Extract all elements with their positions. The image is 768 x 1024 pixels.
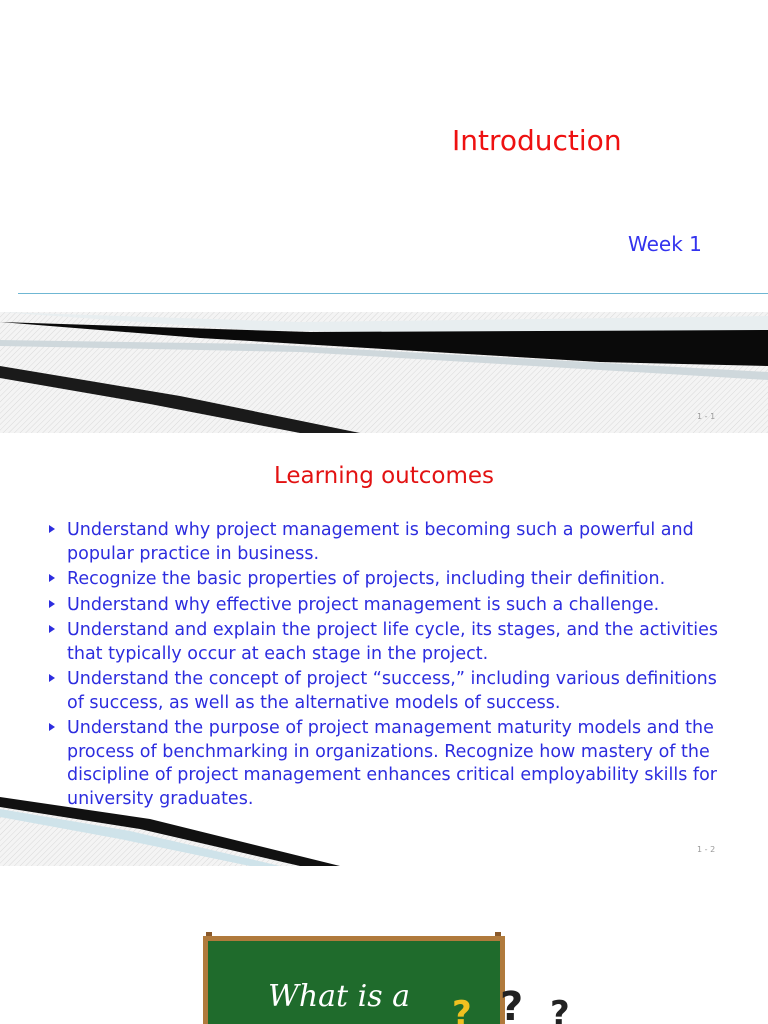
bullet-arrow-icon (49, 525, 55, 533)
page-number: 1 - 2 (697, 845, 716, 854)
question-mark: ? (452, 994, 472, 1024)
question-mark: ? (550, 994, 570, 1024)
bullet-arrow-icon (49, 723, 55, 731)
slide-subtitle: Week 1 (628, 232, 702, 256)
slide-title: Learning outcomes (273, 463, 495, 489)
bullet-arrow-icon (49, 574, 55, 582)
list-item: Recognize the basic properties of projects, including their definition. (48, 568, 738, 592)
list-item: Understand and explain the project life cycle, its stages, and the activities that typically occur at each stage in the project. (48, 619, 738, 666)
list-item: Understand the concept of project “success,” including various definitions of success, as well as the alternative models of success. (48, 668, 738, 715)
decorative-swoosh-graphic (0, 0, 768, 433)
list-item: Understand the purpose of project management maturity models and the process of benchmarking in organizations. Recognize how mastery of the discipline of project management enhances critical employability skills for university graduates. (48, 717, 738, 811)
slide-what-is-a-project (0, 866, 768, 1024)
list-item: Understand why project management is becoming such a powerful and popular practice in business. (48, 519, 738, 566)
bullet-arrow-icon (49, 600, 55, 608)
slide-title: Introduction (452, 124, 622, 157)
learning-outcomes-list (48, 519, 738, 813)
list-item: Understand why effective project management is such a challenge. (48, 594, 738, 618)
bullet-arrow-icon (49, 674, 55, 682)
chalkboard-text: What is a (268, 979, 411, 1014)
page-number: 1 - 1 (697, 412, 716, 421)
slide-learning-outcomes (0, 433, 768, 866)
slide-introduction (0, 0, 768, 433)
question-mark: ? (500, 984, 524, 1024)
bullet-arrow-icon (49, 625, 55, 633)
